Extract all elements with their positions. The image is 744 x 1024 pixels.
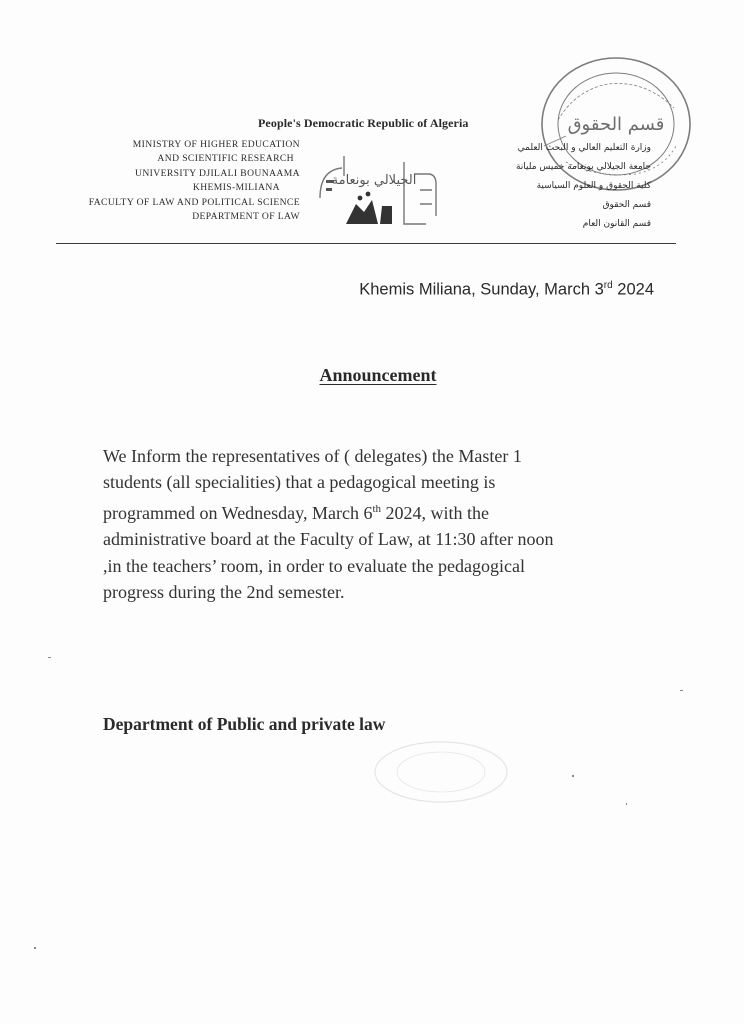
body-line: administrative board at the Faculty of Law, at 11:30 after noon [103, 529, 554, 550]
header-line-ar: جامعة الجيلالي بونعامة خميس مليانة [515, 162, 651, 172]
announcement-title-text: Announcement [319, 365, 437, 385]
header-divider [56, 243, 676, 244]
body-line: ,in the teachers’ room, in order to evaluate the pedagogical [103, 555, 525, 576]
header-line: MINISTRY OF HIGHER EDUCATION [132, 139, 300, 150]
announcement-body [103, 443, 663, 605]
document-date [359, 280, 654, 300]
university-logo [316, 154, 440, 232]
republic-title: People's Democratic Republic of Algeria [258, 116, 469, 130]
body-line: We Inform the representatives of ( delegates) the Master 1 [103, 446, 522, 466]
header-line: FACULTY OF LAW AND POLITICAL SCIENCE [88, 196, 300, 208]
meeting-date-text: programmed on Wednesday, March 6 [103, 502, 373, 523]
date-suffix: rd [603, 280, 613, 291]
institution-header-ar [491, 139, 651, 234]
scan-speck [626, 803, 627, 805]
header-line-ar: كلية الحقوق و العلوم السياسية [536, 181, 651, 191]
header-line-ar: قسم القانون العام [582, 219, 651, 229]
meeting-date-suffix: th [372, 502, 382, 515]
scan-speck [48, 657, 51, 658]
header-line-ar: قسم الحقوق [602, 200, 651, 210]
stamp-text: قسم الحقوق [567, 114, 665, 135]
header-line: UNIVERSITY DJILALI BOUNAAMA [135, 167, 300, 179]
header-line: DEPARTMENT OF LAW [192, 211, 300, 223]
signature-department: Department of Public and private law [103, 714, 386, 734]
body-line: progress during the 2nd semester. [103, 582, 345, 603]
faint-seal-mark [366, 736, 516, 806]
body-line [103, 496, 663, 526]
header-line-ar: وزارة التعليم العالي و البحث العلمي [517, 143, 651, 153]
institution-header-en [20, 138, 300, 224]
scan-speck [680, 690, 683, 691]
scan-speck [34, 947, 36, 949]
header-line: AND SCIENTIFIC RESEARCH [157, 153, 294, 165]
logo-lettering: الجيلالي بونعامة [331, 173, 417, 188]
meeting-date-rest: 2024, with the [381, 502, 490, 523]
date-text: Khemis Miliana, Sunday, March 3 [359, 280, 604, 299]
scan-speck [572, 775, 574, 777]
body-line: students (all specialities) that a pedagogical meeting is [103, 472, 496, 493]
announcement-title [0, 365, 744, 386]
header-line: KHEMIS-MILIANA [192, 182, 280, 194]
date-year: 2024 [612, 280, 654, 299]
